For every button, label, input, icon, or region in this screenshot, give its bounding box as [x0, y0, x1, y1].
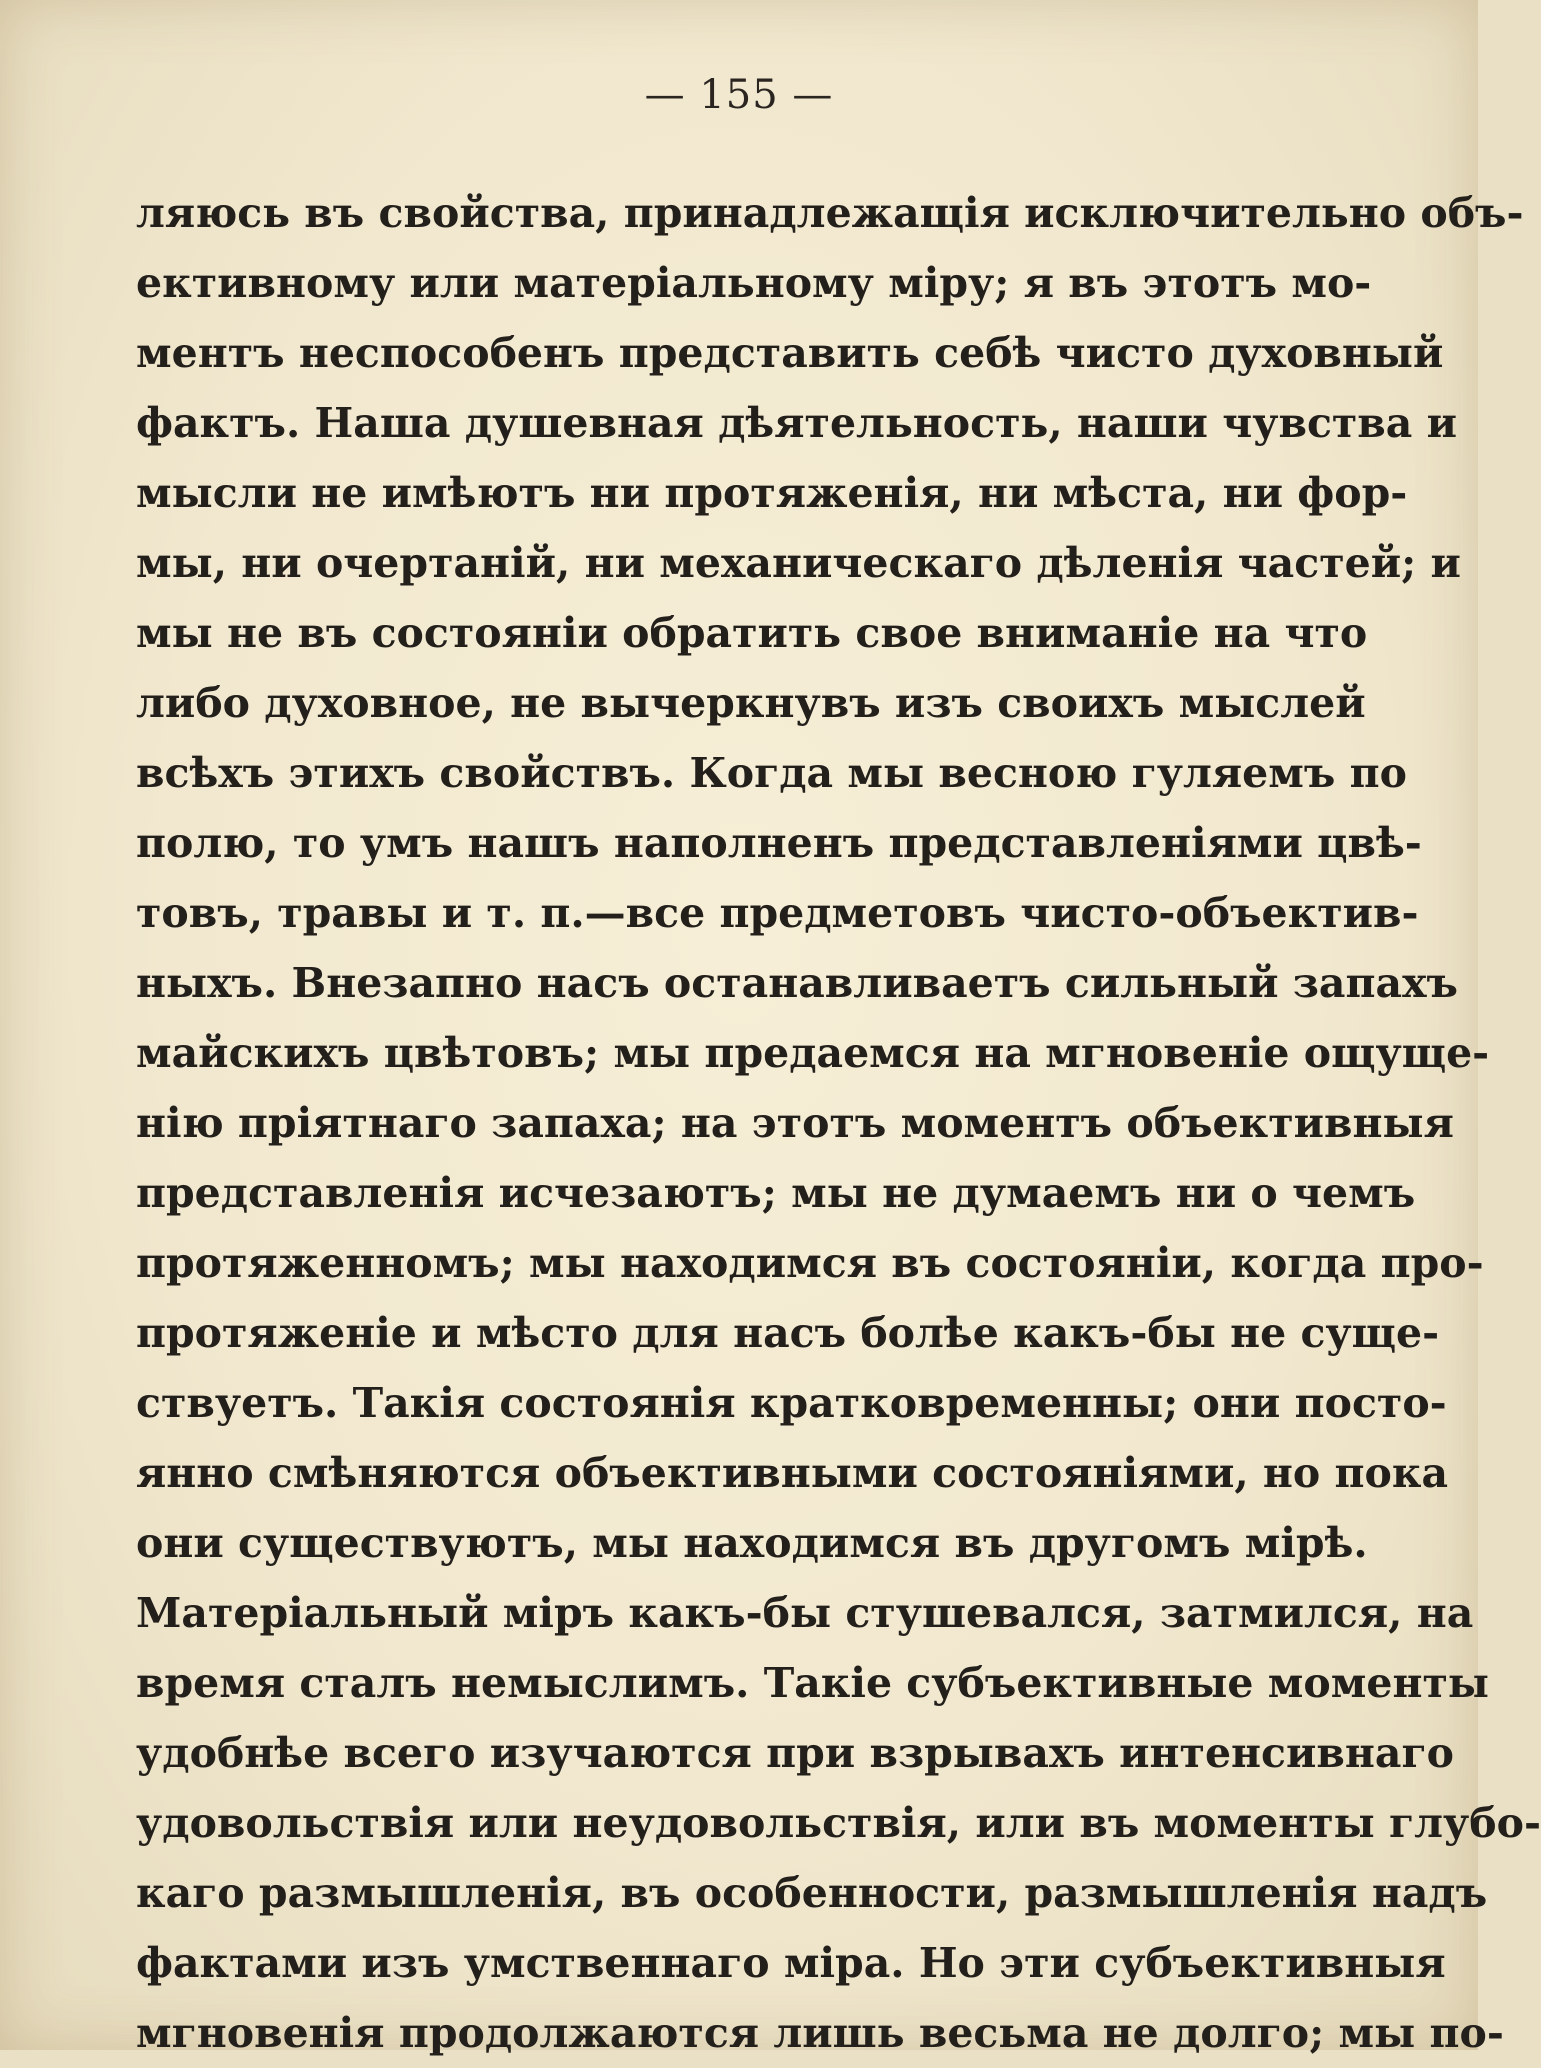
text-line: ективному или матеріальному міру; я въ этотъ мо- [136, 259, 1372, 307]
text-line: они существуютъ, мы находимся въ другомъ мірѣ. [136, 1519, 1368, 1567]
text-line: либо духовное, не вычеркнувъ изъ своихъ мыслей [136, 679, 1366, 727]
text-line: мы не въ состояніи обратить свое вниманіе на что [136, 609, 1368, 657]
text-line: удобнѣе всего изучаются при взрывахъ интенсивнаго [136, 1729, 1454, 1777]
text-line: мы, ни очертаній, ни механическаго дѣленія частей; и [136, 539, 1461, 587]
text-line: Матеріальный міръ какъ-бы стушевался, затмился, на [136, 1589, 1474, 1637]
text-line: нію пріятнаго запаха; на этотъ моментъ объективныя [136, 1099, 1454, 1147]
text-line: фактъ. Наша душевная дѣятельность, наши чувства и [136, 399, 1458, 447]
text-line: товъ, травы и т. п.—все предметовъ чисто-объектив- [136, 889, 1419, 937]
text-line: мысли не имѣютъ ни протяженія, ни мѣста, ни фор- [136, 469, 1408, 517]
text-line: протяженіе и мѣсто для насъ болѣе какъ-бы не суще- [136, 1309, 1440, 1357]
text-line: фактами изъ умственнаго міра. Но эти субъективныя [136, 1939, 1446, 1987]
text-line: протяженномъ; мы находимся въ состояніи, когда про- [136, 1239, 1484, 1287]
text-line: ствуетъ. Такія состоянія кратковременны; они посто- [136, 1379, 1447, 1427]
text-line: удовольствія или неудовольствія, или въ моменты глубо- [136, 1799, 1541, 1847]
text-line: майскихъ цвѣтовъ; мы предаемся на мгновеніе ощуще- [136, 1029, 1490, 1077]
text-line: мгновенія продолжаются лишь весьма не долго; мы по- [136, 2009, 1504, 2057]
page-number: — 155 — [644, 72, 834, 118]
text-line: ныхъ. Внезапно насъ останавливаетъ сильный запахъ [136, 959, 1458, 1007]
text-line: время сталъ немыслимъ. Такіе субъективные моменты [136, 1659, 1489, 1707]
text-line: каго размышленія, въ особенности, размышленія надъ [136, 1869, 1488, 1917]
body-text [136, 178, 1541, 2068]
text-line: янно смѣняются объективными состояніями, но пока [136, 1449, 1449, 1497]
text-line: ментъ неспособенъ представить себѣ чисто духовный [136, 329, 1444, 377]
text-line: всѣхъ этихъ свойствъ. Когда мы весною гуляемъ по [136, 749, 1407, 797]
text-line: полю, то умъ нашъ наполненъ представленіями цвѣ- [136, 819, 1422, 867]
text-line: ляюсь въ свойства, принадлежащія исключительно объ- [136, 189, 1524, 237]
text-line: представленія исчезаютъ; мы не думаемъ ни о чемъ [136, 1169, 1416, 1217]
